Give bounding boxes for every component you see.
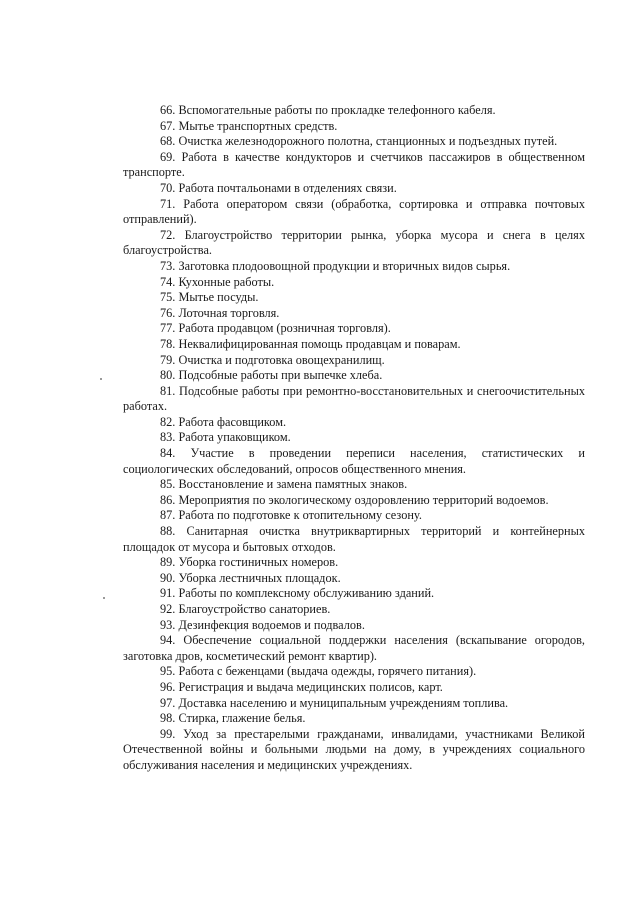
work-types-list xyxy=(123,103,585,774)
list-item: 91. Работы по комплексному обслуживанию зданий. xyxy=(160,586,435,601)
list-item: 86. Мероприятия по экологическому оздоровлению территорий водоемов. xyxy=(160,492,549,507)
list-item: 73. Заготовка плодоовощной продукции и вторичных видов сырья. xyxy=(160,258,511,273)
list-item: 77. Работа продавцом (розничная торговля). xyxy=(160,321,391,336)
list-item: 70. Работа почтальонами в отделениях связи. xyxy=(160,180,397,195)
list-item: 68. Очистка железнодорожного полотна, станционных и подъездных путей. xyxy=(160,134,558,149)
list-item: 96. Регистрация и выдача медицинских полисов, карт. xyxy=(160,679,443,694)
list-item: 69. Работа в качестве кондукторов и счетчиков пассажиров в общественном транспорте. xyxy=(123,149,585,180)
scan-speck xyxy=(100,378,102,380)
list-item: 79. Очистка и подготовка овощехранилищ. xyxy=(160,352,385,367)
list-item: 94. Обеспечение социальной поддержки населения (вскапывание огородов, заготовка дров, косметический ремонт квартир). xyxy=(123,633,585,663)
list-item: 82. Работа фасовщиком. xyxy=(160,414,287,429)
list-item: 66. Вспомогательные работы по прокладке телефонного кабеля. xyxy=(160,103,496,117)
list-item: 83. Работа упаковщиком. xyxy=(160,430,291,445)
list-item: 76. Лоточная торговля. xyxy=(160,305,280,320)
list-item: 95. Работа с беженцами (выдача одежды, горячего питания). xyxy=(160,664,477,679)
list-item: 81. Подсобные работы при ремонтно-восстановительных и снегоочистительных работах. xyxy=(123,383,585,414)
list-item: 92. Благоустройство санаториев. xyxy=(160,602,331,616)
list-item: 72. Благоустройство территории рынка, уборка мусора и снега в целях благоустройства. xyxy=(123,227,585,258)
list-item: 78. Неквалифицированная помощь продавцам и поварам. xyxy=(160,336,461,351)
list-item: 67. Мытье транспортных средств. xyxy=(160,118,338,133)
list-item: 84. Участие в проведении переписи населения, статистических и социологических обследований, опросов общественного мнения. xyxy=(123,446,585,476)
list-item: 98. Стирка, глажение белья. xyxy=(160,711,306,726)
list-item: 93. Дезинфекция водоемов и подвалов. xyxy=(160,617,365,632)
list-item: 74. Кухонные работы. xyxy=(160,274,275,289)
scan-speck xyxy=(103,597,105,599)
list-item: 71. Работа оператором связи (обработка, сортировка и отправка почтовых отправлений). xyxy=(123,196,585,227)
list-item: 75. Мытье посуды. xyxy=(160,290,259,305)
list-item: 85. Восстановление и замена памятных знаков. xyxy=(160,477,408,492)
list-item: 99. Уход за престарелыми гражданами, инвалидами, участниками Великой Отечественной войны и больными людьми на дому, в учреждениях социального обслуживания населения и медицинских учреждениях. xyxy=(123,726,585,772)
list-item: 88. Санитарная очистка внутриквартирных территорий и контейнерных площадок от мусора и бытовых отходов. xyxy=(123,524,585,554)
list-item: 87. Работа по подготовке к отопительному сезону. xyxy=(160,508,422,523)
list-item: 80. Подсобные работы при выпечке хлеба. xyxy=(160,368,383,383)
list-item: 97. Доставка населению и муниципальным учреждениям топлива. xyxy=(160,695,509,710)
list-item: 90. Уборка лестничных площадок. xyxy=(160,570,341,585)
list-item: 89. Уборка гостиничных номеров. xyxy=(160,555,339,570)
